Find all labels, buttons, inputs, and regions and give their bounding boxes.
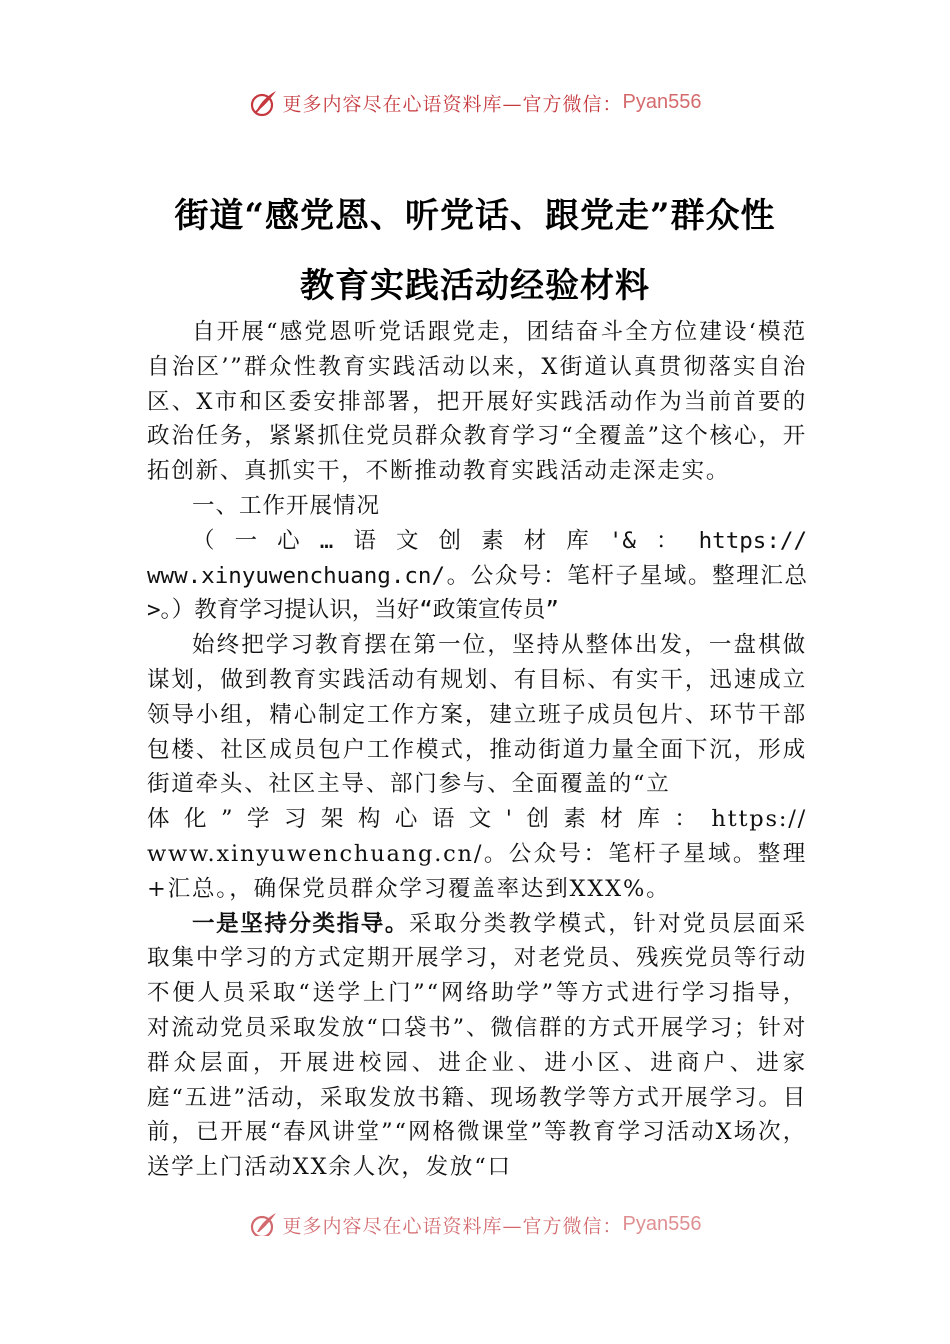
section-heading: 一、工作开展情况 [192,492,381,519]
paragraph-text: 采取分类教学模式，针对党员层面采取集中学习的方式定期开展学习，对老党员、残疾党员等行动不便人员采取“送学上门”“网络助学”等方式进行学习指导，对流动党员采取发放“口袋书”、微信群的方式开展学习；针对群众层面，开展进校园、进企业、进小区、进商户、进家庭“五进”活动，采取发放书籍、现场教学等方式开展学习。目前，已开展“春风讲堂”“网格微课堂”等教育学习活动X场次，送学上门活动XX余人次，发放“口 [147,910,807,1181]
subheading-spread-line: （一心…语文创素材库'&：https:// [192,527,807,554]
watermark-footer-id: Pyan556 [622,1213,702,1235]
document-title-line1: 街道“感党恩、听党话、跟党走”群众性 [174,196,776,236]
bold-lead-text: 一是坚持分类指导。 [192,910,410,937]
watermark-header-id: Pyan556 [622,91,702,113]
subheading-text: www.xinyuwenchuang.cn/。公众号：笔杆子星域。整理汇总>。）教育学习提认识，当好“政策宣传员” [147,562,807,624]
document-title-line2: 教育实践活动经验材料 [300,266,650,306]
watermark-footer-text: 更多内容尽在心语资料库—官方微信： [282,1215,623,1236]
document-body [147,315,807,1185]
quill-pen-logo-icon [249,88,279,118]
paragraph-classified-guidance [147,907,807,1185]
watermark-header [0,88,950,118]
paragraph-main: 始终把学习教育摆在第一位，坚持从整体出发，一盘棋做谋划，做到教育实践活动有规划、有目标、有实干，迅速成立领导小组，精心制定工作方案，建立班子成员包片、环节干部包楼、社区成员包户工作模式，推动街道力量全面下沉，形成街道牵头、社区主导、部门参与、全面覆盖的“立 [147,632,807,798]
paragraph-continuation: www.xinyuwenchuang.cn/。公众号：笔杆子星域。整理+汇总。，确保党员群众学习覆盖率达到XXX%。 [147,840,807,902]
watermark-header-text: 更多内容尽在心语资料库—官方微信： [282,93,623,116]
intro-paragraph: 自开展“感党恩听党话跟党走，团结奋斗全方位建设‘模范自治区’”群众性教育实践活动以来，X街道认真贯彻落实自治区、X市和区委安排部署，把开展好实践活动作为当前首要的政治任务，紧紧抓住党员群众教育学习“全覆盖”这个核心，开拓创新、真抓实干，不断推动教育实践活动走深走实。 [147,319,807,485]
subheading-continuation [147,559,807,629]
watermark-footer [0,1210,950,1236]
paragraph-spread-line: 体化”学习架构心语文'创素材库：https:// [147,806,807,833]
quill-pen-logo-icon [249,1210,279,1236]
